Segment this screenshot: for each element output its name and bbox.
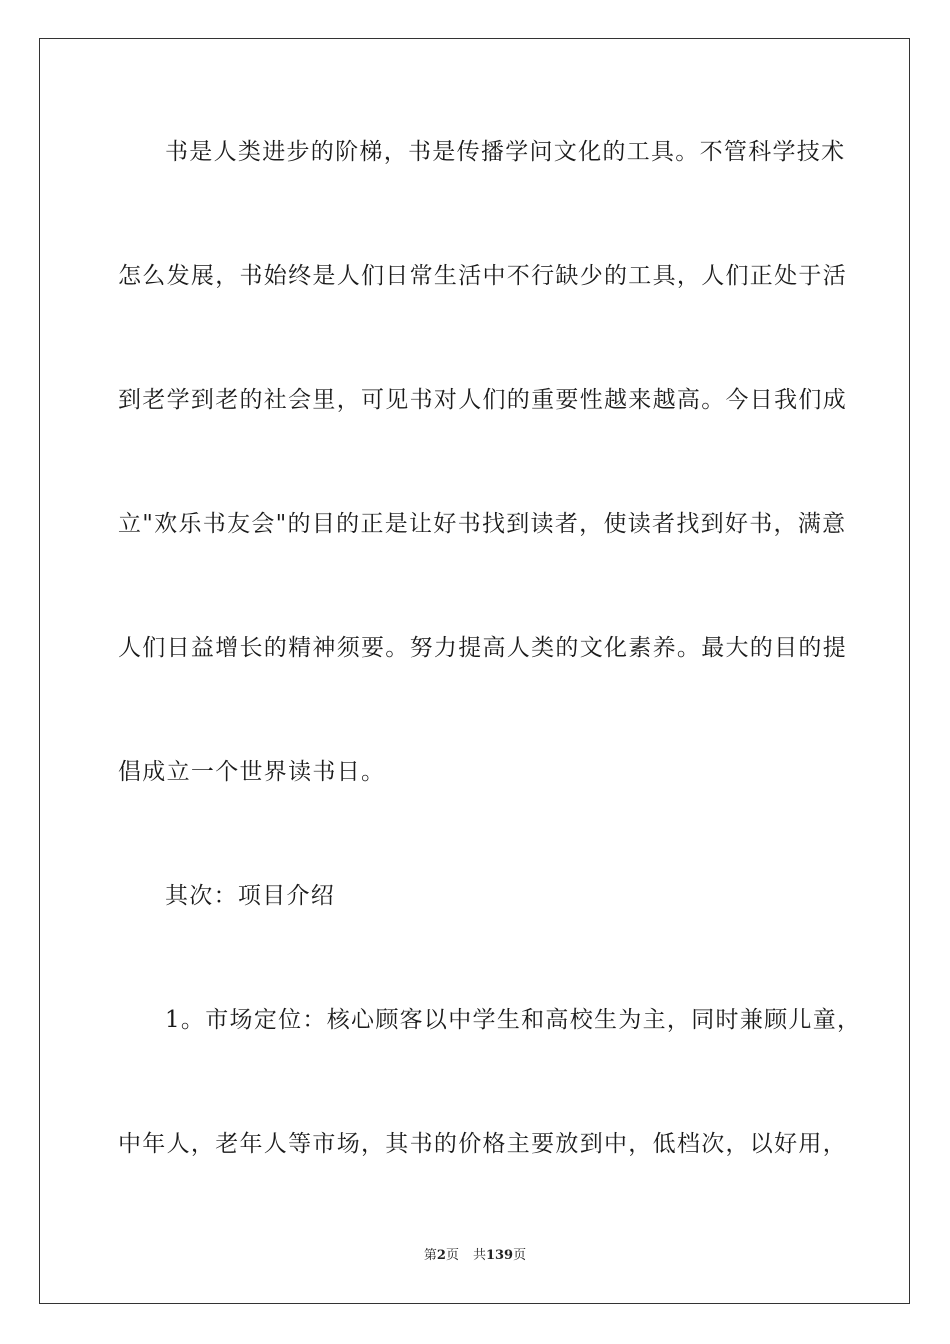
total-suffix: 页	[513, 1248, 527, 1263]
paragraph-line: 1。市场定位：核心顾客以中学生和高校生为主，同时兼顾儿童，	[165, 1007, 862, 1033]
page-prefix: 第	[423, 1248, 437, 1263]
paragraph-line: 到老学到老的社会里，可见书对人们的重要性越来越高。今日我们成	[118, 387, 847, 413]
paragraph-line: 倡成立一个世界读书日。	[118, 759, 386, 785]
total-pages: 139	[485, 1248, 514, 1263]
paragraph-line: 人们日益增长的精神须要。努力提高人类的文化素养。最大的目的提	[118, 635, 847, 661]
total-prefix: 共	[472, 1248, 486, 1263]
page-number: 2	[436, 1248, 446, 1263]
page-suffix: 页	[445, 1248, 459, 1263]
section-heading: 其次：项目介绍	[165, 883, 336, 909]
paragraph-line: 立"欢乐书友会"的目的正是让好书找到读者，使读者找到好书，满意	[118, 511, 847, 537]
paragraph-line: 中年人，老年人等市场，其书的价格主要放到中，低档次，以好用，	[118, 1131, 847, 1157]
paragraph-line: 怎么发展，书始终是人们日常生活中不行缺少的工具，人们正处于活	[118, 263, 847, 289]
page-border	[39, 38, 910, 1304]
page-footer	[0, 1247, 950, 1265]
paragraph-line: 书是人类进步的阶梯，书是传播学问文化的工具。不管科学技术	[165, 139, 846, 165]
